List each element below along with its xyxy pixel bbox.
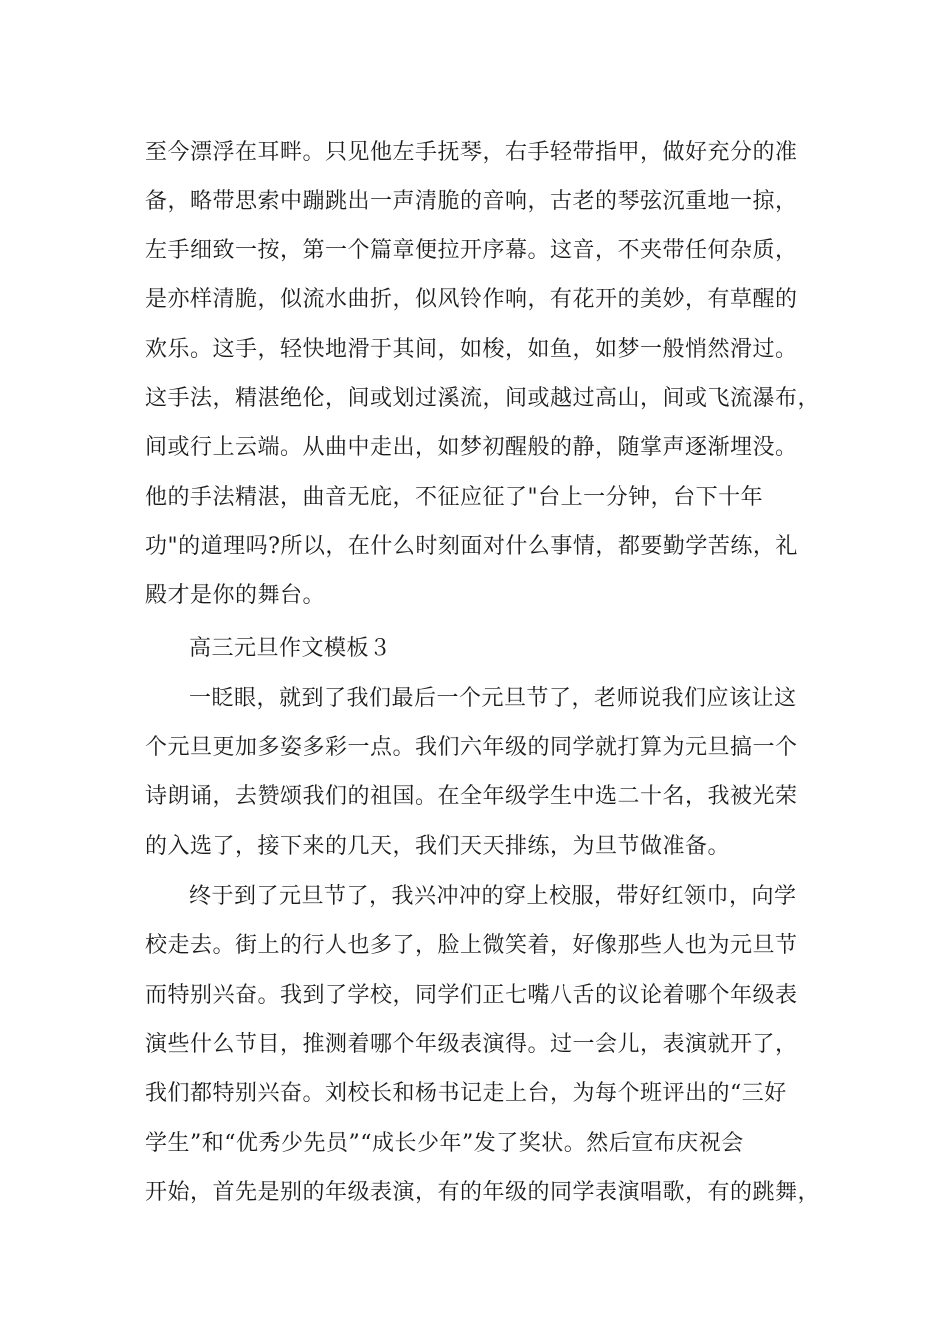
text-line: 殿才是你的舞台。 [145,583,326,608]
text-line: 开始，首先是别的年级表演，有的年级的同学表演唱歌，有的跳舞， [145,1180,821,1205]
text-line: 他的手法精湛，曲音无庇，不征应征了"台上一分钟，台下十年 [145,485,764,510]
text-line: 的入选了，接下来的几天，我们天天排练，为旦节做准备。 [145,834,731,859]
text-line: 一眨眼，就到了我们最后一个元旦节了，老师说我们应该让这 [189,686,797,711]
text-line: 这手法，精湛绝伦，间或划过溪流，间或越过高山，间或飞流瀑布， [145,386,821,411]
text-line: 而特别兴奋。我到了学校，同学们正七嘴八舌的议论着哪个年级表 [145,983,798,1008]
text-line: 终于到了元旦节了，我兴冲冲的穿上校服，带好红领巾，向学 [189,884,797,909]
text-line: 是亦样清脆，似流水曲折，似风铃作响，有花开的美妙，有草醒的 [145,287,798,312]
section-heading: 高三元旦作文模板３ [189,636,392,661]
text-line: 功"的道理吗?所以，在什么时刻面对什么事情，都要勤学苦练，礼 [145,534,798,559]
text-line: 间或行上云端。从曲中走出，如梦初醒般的静，随掌声逐渐埋没。 [145,435,798,460]
text-line: 我们都特别兴奋。刘校长和杨书记走上台，为每个班评出的“三好 [145,1081,787,1106]
text-line: 欢乐。这手，轻快地滑于其间，如梭，如鱼，如梦一般悄然滑过。 [145,337,798,362]
text-line: 诗朗诵，去赞颂我们的祖国。在全年级学生中选二十名，我被光荣 [145,784,798,809]
text-line: 学生”和“优秀少先员”“成长少年”发了奖状。然后宣布庆祝会 [145,1131,744,1156]
text-line: 个元旦更加多姿多彩一点。我们六年级的同学就打算为元旦搞一个 [145,735,798,760]
text-line: 演些什么节目，推测着哪个年级表演得。过一会儿，表演就开了， [145,1032,798,1057]
text-line: 校走去。街上的行人也多了，脸上微笑着，好像那些人也为元旦节 [145,933,798,958]
text-line: 至今漂浮在耳畔。只见他左手抚琴，右手轻带指甲，做好充分的准 [145,140,798,165]
text-line: 备，略带思索中蹦跳出一声清脆的音响，古老的琴弦沉重地一掠， [145,189,798,214]
text-line: 左手细致一按，第一个篇章便拉开序幕。这音，不夹带任何杂质， [145,238,798,263]
